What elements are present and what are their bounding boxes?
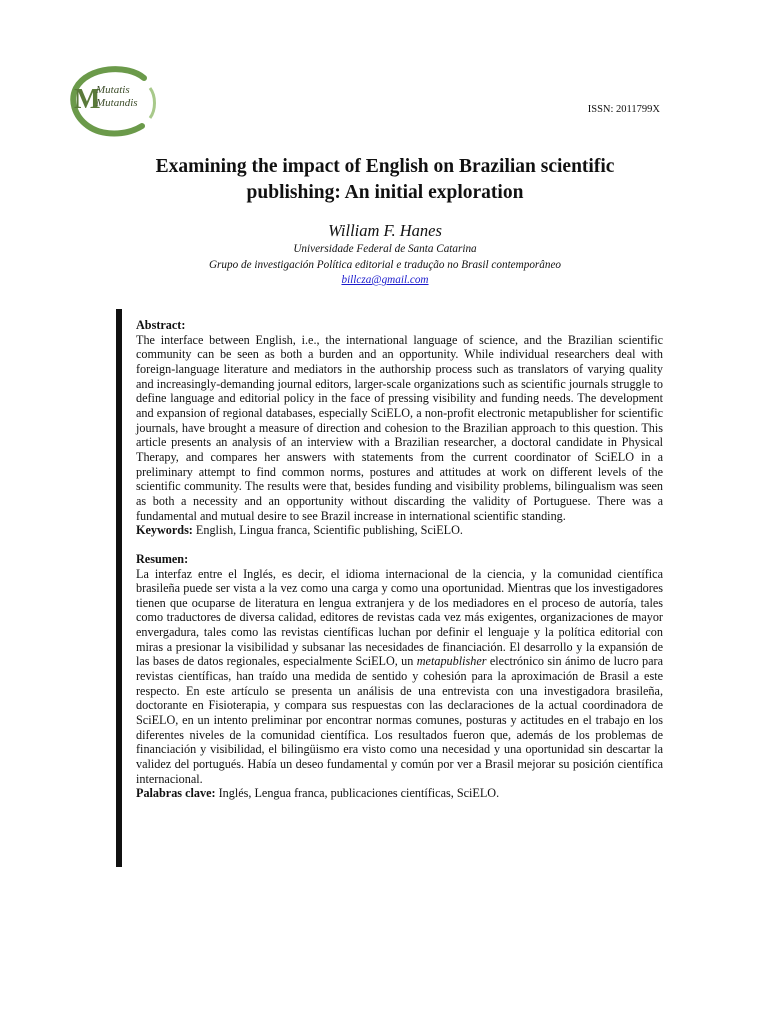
author-email-link[interactable]: billcza@gmail.com (341, 274, 429, 286)
article-title (120, 154, 650, 206)
section-gap (136, 538, 663, 552)
logo-line2: Mutandis (96, 97, 138, 109)
palabras-clave-label: Palabras clave: (136, 786, 216, 801)
affiliation-university: Universidade Federal de Santa Catarina (293, 243, 477, 255)
palabras-clave-list: Inglés, Lengua franca, publicaciones científicas, SciELO. (218, 786, 500, 801)
issn-label: ISSN: 2011799X (587, 104, 660, 115)
title-line-1: Examining the impact of English on Brazilian scientific (155, 156, 615, 177)
abstract-heading: Abstract: (136, 318, 186, 332)
keywords-label: Keywords: (136, 523, 193, 538)
journal-logo-icon (66, 66, 162, 138)
title-line-2: publishing: An initial exploration (246, 182, 524, 203)
svg-text:M: M (74, 84, 101, 115)
resumen-text (136, 567, 663, 787)
abstract-content (136, 318, 663, 801)
resumen-metapublisher: metapublisher (416, 654, 487, 669)
abstract-keywords (136, 523, 663, 538)
resumen-keywords (136, 786, 663, 801)
author-name: William F. Hanes (328, 221, 442, 240)
keywords-list: English, Lingua franca, Scientific publishing, SciELO. (195, 523, 463, 538)
resumen-heading: Resumen: (136, 551, 189, 566)
abstract-text: The interface between English, i.e., the international language of science, and the Brazilian scientific community can be seen as both a burden and an opportunity. While individual researchers deal with foreign-language literature and mediators in the authorship process such as translators of varying quality and increasingly-demanding journal editors, larger-scale organizations such as scientific journals struggle to define language and editorial policy in the face of pressing visibility and funding needs. The development and expansion of regional databases, especially SciELO, a non-profit electronic metapublisher for scientific journals, have brought a measure of direction and cohesion to the Brazilian approach to this question. This article presents an analysis of an interview with a Brazilian researcher, a doctoral candidate in Physical Therapy, and compares her answers with statements from the current coordinator of SciELO in a preliminary attempt to find common norms, postures and attitudes at work on different levels of the scientific community. The results were that, besides funding and visibility problems, bilingualism was seen as both a necessity and an opportunity without discarding the validity of Portuguese. There was a fundamental and mutual desire to see Brazil increase in international scientific standing. (136, 332, 663, 523)
affiliation-group: Grupo de investigación Política editorial e tradução no Brasil contemporâneo (208, 259, 562, 271)
logo-line1: Mutatis (96, 84, 130, 96)
resumen-text-part1: La interfaz entre el Inglés, es decir, el idioma internacional de la ciencia, y la comunidad científica brasileña puede ser vista a la vez como una carga y como una oportunidad. Mientras que los investigadores tienen que ocuparse de literatura en lengua extranjera y de los mediadores en el proceso de autoría, tales como traductores de diversa calidad, editores de revistas cada vez más exigentes, organizaciones de mayor envergadura, tales como las revistas científicas luchan por definir el lenguaje y la política editorial con miras a presionar la visibilidad y subsanar las necesidades de financiación. El desarrollo y la expansión de las bases de datos regionales, especialmente SciELO, un (136, 566, 663, 669)
resumen-text-part2: electrónico sin ánimo de lucro para revistas científicas, han traído una medida de sentido y cohesión para la aproximación de Brasil a este respecto. En este artículo se presenta un análisis de una entrevista con una investigadora brasileña, doctorante en Fisioterapia, y compara sus respuestas con las declaraciones de la actual coordinadora de SciELO, en un intento preliminar por encontrar normas comunes, posturas y actitudes en el trabajo en los diferentes niveles de la comunidad científica. Los resultados fueron que, además de los problemas de financiación y visibilidad, el bilingüismo era visto como una necesidad y una oportunidad sin descartar la validez del portugués. Había un deseo fundamental y común por ver a Brasil mejorar su posición científica internacional. (136, 654, 664, 786)
